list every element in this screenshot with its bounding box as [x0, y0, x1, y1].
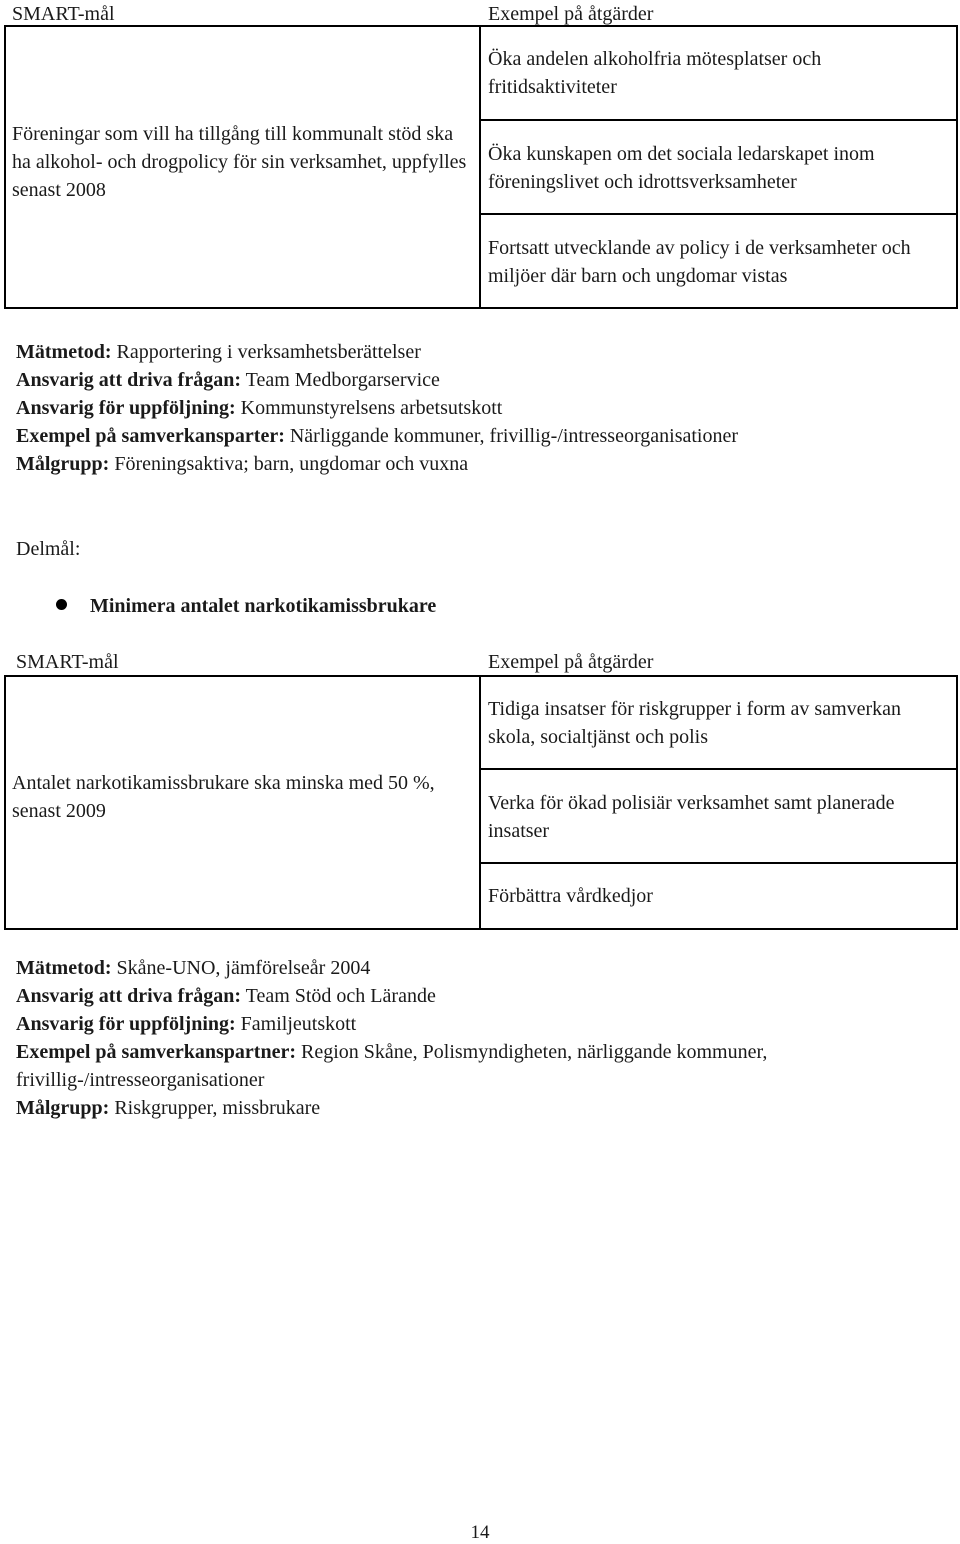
target-line: Målgrupp: Riskgrupper, missbrukare — [16, 1097, 321, 1119]
partners-line: Exempel på samverkanspartner: Region Skåne, Polismyndigheten, närliggande kommuner, frivillig-/intresseorganisationer — [16, 1041, 768, 1091]
table2-header-smart: SMART-mål — [16, 651, 119, 673]
table1-row-divider — [479, 213, 958, 215]
target-line: Målgrupp: Föreningsaktiva; barn, ungdomar och vuxna — [16, 453, 469, 475]
followup-line: Ansvarig för uppföljning: Kommunstyrelsens arbetsutskott — [16, 397, 503, 419]
page-number: 14 — [470, 1522, 490, 1543]
table1-goal: Föreningar som vill ha tillgång till kommunalt stöd ska ha alkohol- och drogpolicy för sin verksamhet, uppfylles senast 2008 — [12, 123, 467, 201]
driver-line: Ansvarig att driva frågan: Team Medborgarservice — [16, 369, 440, 391]
table2-row-divider — [479, 768, 958, 770]
table1-header-smart: SMART-mål — [12, 3, 115, 25]
table1-action: Öka kunskapen om det sociala ledarskapet inom föreningslivet och idrottsverksamheter — [488, 143, 875, 193]
table2-goal: Antalet narkotikamissbrukare ska minska med 50 %, senast 2009 — [12, 772, 435, 822]
followup-line: Ansvarig för uppföljning: Familjeutskott — [16, 1013, 357, 1035]
table1-row-divider — [479, 119, 958, 121]
table2-divider — [479, 675, 481, 930]
table2-header-actions: Exempel på åtgärder — [488, 651, 654, 673]
table2-row-divider — [479, 862, 958, 864]
partners-line: Exempel på samverkansparter: Närliggande kommuner, frivillig-/intresseorganisationer — [16, 425, 739, 447]
table2-action: Förbättra vårdkedjor — [488, 885, 653, 907]
info-block-1 — [16, 338, 946, 478]
driver-line: Ansvarig att driva frågan: Team Stöd och Lärande — [16, 985, 436, 1007]
table1-action: Fortsatt utvecklande av policy i de verksamheter och miljöer där barn och ungdomar vistas — [488, 237, 911, 287]
table2-action: Tidiga insatser för riskgrupper i form av samverkan skola, socialtjänst och polis — [488, 698, 902, 748]
bullet-icon — [56, 599, 67, 610]
method-line: Mätmetod: Rapportering i verksamhetsberättelser — [16, 341, 421, 363]
table2-action: Verka för ökad polisiär verksamhet samt planerade insatser — [488, 792, 895, 842]
subgoal-heading: Delmål: — [16, 538, 81, 560]
method-line: Mätmetod: Skåne-UNO, jämförelseår 2004 — [16, 957, 371, 979]
table1-action: Öka andelen alkoholfria mötesplatser och fritidsaktiviteter — [488, 48, 822, 98]
table1-header-actions: Exempel på åtgärder — [488, 3, 654, 25]
info-block-2 — [16, 954, 946, 1122]
subgoal-item: Minimera antalet narkotikamissbrukare — [90, 595, 437, 617]
table1-divider — [479, 25, 481, 309]
